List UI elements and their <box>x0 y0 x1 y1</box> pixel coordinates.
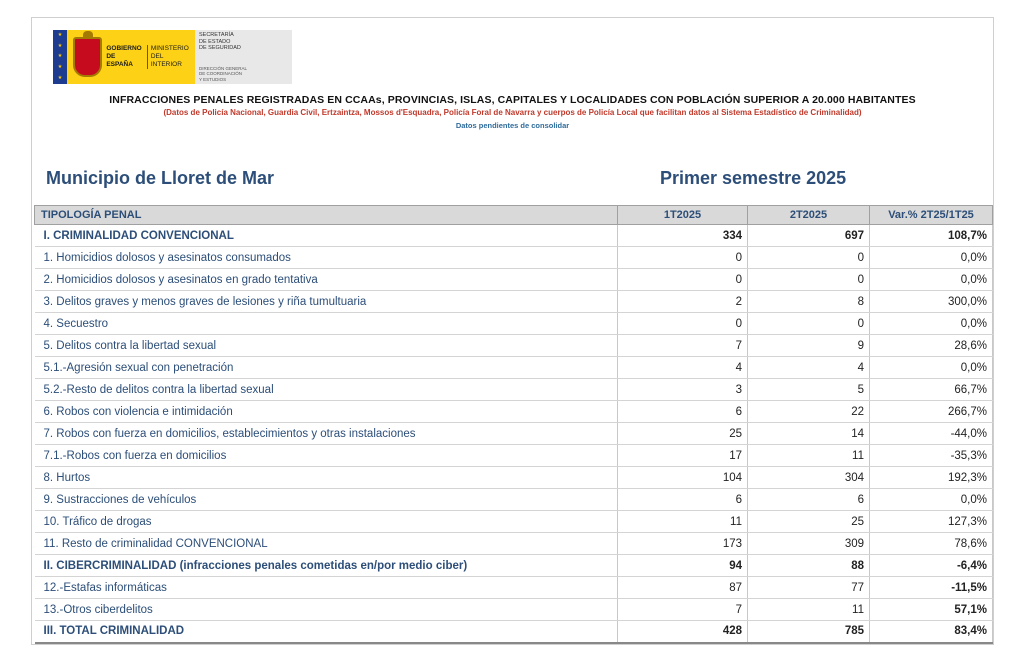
row-value-variation: 300,0% <box>870 291 993 313</box>
row-value-variation: -11,5% <box>870 577 993 599</box>
row-value-1t2025: 0 <box>618 247 748 269</box>
row-label: II. CIBERCRIMINALIDAD (infracciones penales cometidas en/por medio ciber) <box>35 555 618 577</box>
row-value-variation: 57,1% <box>870 599 993 621</box>
row-value-variation: 192,3% <box>870 467 993 489</box>
table-row <box>35 467 993 489</box>
table-row <box>35 291 993 313</box>
row-value-2t2025: 5 <box>748 379 870 401</box>
row-value-1t2025: 0 <box>618 269 748 291</box>
row-label: 4. Secuestro <box>35 313 618 335</box>
column-header-tipologia: TIPOLOGÍA PENAL <box>35 206 618 225</box>
row-value-variation: 66,7% <box>870 379 993 401</box>
row-value-1t2025: 25 <box>618 423 748 445</box>
row-value-1t2025: 94 <box>618 555 748 577</box>
row-value-1t2025: 6 <box>618 489 748 511</box>
row-value-1t2025: 7 <box>618 599 748 621</box>
table-row <box>35 577 993 599</box>
row-value-2t2025: 77 <box>748 577 870 599</box>
row-value-variation: 0,0% <box>870 489 993 511</box>
table-row <box>35 445 993 467</box>
row-label: III. TOTAL CRIMINALIDAD <box>35 621 618 643</box>
logo-ministerio-text: MINISTERIO DEL INTERIOR <box>147 45 195 69</box>
table-row <box>35 313 993 335</box>
row-value-variation: 83,4% <box>870 621 993 643</box>
row-value-2t2025: 697 <box>748 225 870 247</box>
row-value-1t2025: 2 <box>618 291 748 313</box>
row-value-1t2025: 17 <box>618 445 748 467</box>
table-row <box>35 621 993 643</box>
row-value-1t2025: 11 <box>618 511 748 533</box>
logo-secretaria-block: SECRETARÍA DE ESTADO DE SEGURIDAD DIRECCIÓN GENERAL DE COORDINACIÓN Y ESTUDIOS <box>195 30 292 84</box>
row-value-1t2025: 4 <box>618 357 748 379</box>
row-label: 10. Tráfico de drogas <box>35 511 618 533</box>
eu-stars-icon: ★ ★ ★ ★ ★ <box>53 30 67 84</box>
row-value-2t2025: 0 <box>748 247 870 269</box>
row-value-2t2025: 88 <box>748 555 870 577</box>
table-row <box>35 379 993 401</box>
row-value-1t2025: 0 <box>618 313 748 335</box>
table-row <box>35 269 993 291</box>
row-value-2t2025: 0 <box>748 313 870 335</box>
row-value-2t2025: 22 <box>748 401 870 423</box>
table-row <box>35 225 993 247</box>
table-row <box>35 533 993 555</box>
row-value-variation: 28,6% <box>870 335 993 357</box>
report-subtitle: (Datos de Policía Nacional, Guardia Civil, Ertzaintza, Mossos d'Esquadra, Policía Foral de Navarra y cuerpos de Policía Local que facilitan datos al Sistema Estadístico de Criminalidad) <box>163 108 862 117</box>
row-label: 6. Robos con violencia e intimidación <box>35 401 618 423</box>
column-header-1t2025: 1T2025 <box>618 206 748 225</box>
row-value-variation: 0,0% <box>870 313 993 335</box>
row-value-2t2025: 11 <box>748 445 870 467</box>
flag-icon <box>53 30 67 84</box>
row-value-1t2025: 173 <box>618 533 748 555</box>
report-title: INFRACCIONES PENALES REGISTRADAS EN CCAAs, PROVINCIAS, ISLAS, CAPITALES Y LOCALIDADES CON POBLACIÓN SUPERIOR A 20.000 HABITANTES <box>109 94 916 106</box>
row-label: 13.-Otros ciberdelitos <box>35 599 618 621</box>
row-label: 8. Hurtos <box>35 467 618 489</box>
pending-note: Datos pendientes de consolidar <box>455 121 570 130</box>
row-value-2t2025: 11 <box>748 599 870 621</box>
row-value-2t2025: 0 <box>748 269 870 291</box>
row-value-1t2025: 87 <box>618 577 748 599</box>
row-value-variation: 127,3% <box>870 511 993 533</box>
government-logo <box>53 30 292 84</box>
row-value-variation: -35,3% <box>870 445 993 467</box>
row-value-variation: 0,0% <box>870 269 993 291</box>
table-row <box>35 247 993 269</box>
table-body <box>35 225 993 643</box>
table-row <box>35 489 993 511</box>
row-label: 11. Resto de criminalidad CONVENCIONAL <box>35 533 618 555</box>
row-label: I. CRIMINALIDAD CONVENCIONAL <box>35 225 618 247</box>
row-value-2t2025: 25 <box>748 511 870 533</box>
row-value-1t2025: 3 <box>618 379 748 401</box>
row-label: 5. Delitos contra la libertad sexual <box>35 335 618 357</box>
table-row <box>35 511 993 533</box>
column-header-variation: Var.% 2T25/1T25 <box>870 206 993 225</box>
row-value-2t2025: 14 <box>748 423 870 445</box>
table-row <box>35 423 993 445</box>
row-label: 1. Homicidios dolosos y asesinatos consumados <box>35 247 618 269</box>
row-value-variation: 0,0% <box>870 247 993 269</box>
row-value-variation: 78,6% <box>870 533 993 555</box>
municipality-title: Municipio de Lloret de Mar <box>46 168 275 188</box>
row-value-variation: -44,0% <box>870 423 993 445</box>
table-row <box>35 599 993 621</box>
row-label: 7. Robos con fuerza en domicilios, establecimientos y otras instalaciones <box>35 423 618 445</box>
logo-gobierno-text: GOBIERNO DE ESPAÑA <box>106 45 142 68</box>
column-header-2t2025: 2T2025 <box>748 206 870 225</box>
row-label: 9. Sustracciones de vehículos <box>35 489 618 511</box>
row-label: 3. Delitos graves y menos graves de lesiones y riña tumultuaria <box>35 291 618 313</box>
period-title: Primer semestre 2025 <box>660 168 847 188</box>
row-value-1t2025: 6 <box>618 401 748 423</box>
row-value-1t2025: 334 <box>618 225 748 247</box>
row-value-variation: -6,4% <box>870 555 993 577</box>
row-value-2t2025: 304 <box>748 467 870 489</box>
row-value-variation: 266,7% <box>870 401 993 423</box>
row-value-2t2025: 309 <box>748 533 870 555</box>
row-value-2t2025: 4 <box>748 357 870 379</box>
row-value-variation: 108,7% <box>870 225 993 247</box>
row-value-1t2025: 104 <box>618 467 748 489</box>
row-label: 5.2.-Resto de delitos contra la libertad sexual <box>35 379 618 401</box>
row-value-2t2025: 785 <box>748 621 870 643</box>
row-value-2t2025: 9 <box>748 335 870 357</box>
row-value-2t2025: 6 <box>748 489 870 511</box>
row-label: 2. Homicidios dolosos y asesinatos en grado tentativa <box>35 269 618 291</box>
coat-of-arms-icon <box>73 37 102 77</box>
report-sheet <box>31 17 994 645</box>
table-row <box>35 357 993 379</box>
row-value-variation: 0,0% <box>870 357 993 379</box>
table-row <box>35 401 993 423</box>
table-header-row <box>35 206 993 225</box>
row-label: 5.1.-Agresión sexual con penetración <box>35 357 618 379</box>
table-row <box>35 335 993 357</box>
crime-table <box>34 205 993 644</box>
row-value-2t2025: 8 <box>748 291 870 313</box>
logo-main-block <box>67 30 195 84</box>
row-label: 12.-Estafas informáticas <box>35 577 618 599</box>
row-value-1t2025: 428 <box>618 621 748 643</box>
row-label: 7.1.-Robos con fuerza en domicilios <box>35 445 618 467</box>
table-row <box>35 555 993 577</box>
row-value-1t2025: 7 <box>618 335 748 357</box>
